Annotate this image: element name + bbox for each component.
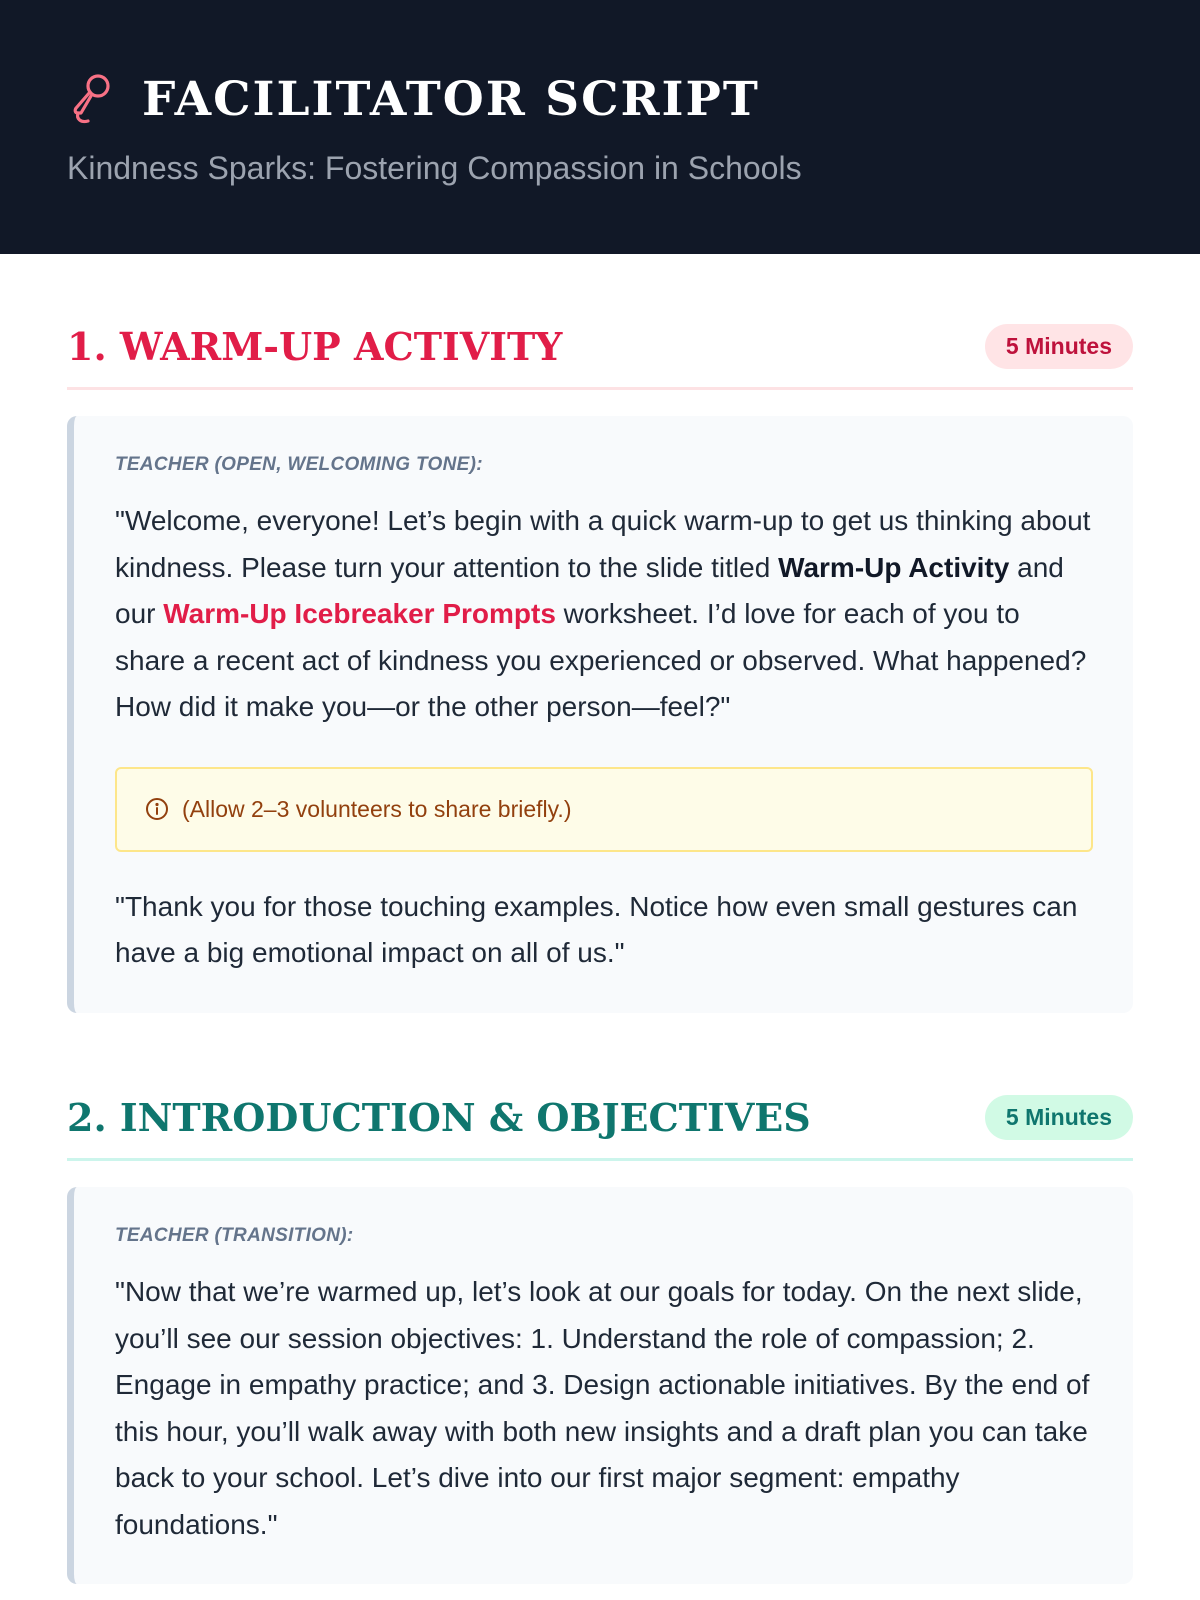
note-text: (Allow 2–3 volunteers to share briefly.) <box>182 795 572 822</box>
duration-badge: 5 Minutes <box>985 1095 1133 1140</box>
microphone-icon <box>67 71 115 127</box>
header <box>0 0 1200 254</box>
section-header <box>67 1095 1133 1161</box>
speaker-label: TEACHER (TRANSITION): <box>115 1225 354 1247</box>
info-circle-icon <box>144 796 170 822</box>
duration-badge: 5 Minutes <box>985 324 1133 369</box>
header-title-row <box>67 64 1133 134</box>
facilitator-note <box>115 767 1093 852</box>
speech-part: "Welcome, everyone! Let’s begin with a quick warm-up to get us thinking about kindness. Please turn your attention to the slide titled <box>115 505 1091 583</box>
speech-text: "Now that we’re warmed up, let’s look at our goals for today. On the next slide, you’ll see our session objectives: 1. Understand the role of compassion; 2. Engage in empathy practice; and 3. Design actionable initiatives. By the end of this hour, you’ll walk away with both new insights and a draft plan you can take back to your school. Let’s dive into our first major segment: empathy foundations." <box>115 1276 1090 1540</box>
script-card <box>67 416 1133 1013</box>
slide-title-reference: Warm-Up Activity <box>778 551 1010 583</box>
section-header <box>67 324 1133 390</box>
speech-part: and our <box>115 551 1064 630</box>
page-subtitle: Kindness Sparks: Fostering Compassion in Schools <box>67 150 802 186</box>
speech-part: worksheet. I’d love for each of you to share a recent act of kindness you experienced or observed. What happened? How did it make you—or the other person—feel?" <box>115 598 1087 723</box>
speech-followup-text: "Thank you for those touching examples. Notice how even small gestures can have a big emotional impact on all of us." <box>115 890 1078 969</box>
section-title: 1. WARM-UP ACTIVITY <box>67 323 563 369</box>
speaker-label: TEACHER (OPEN, WELCOMING TONE): <box>115 454 483 476</box>
script-card <box>67 1187 1133 1584</box>
script-content <box>0 254 1200 1584</box>
section-title: 2. INTRODUCTION & OBJECTIVES <box>67 1094 811 1140</box>
section-introduction-objectives <box>67 1095 1133 1584</box>
speech-text <box>115 498 1093 731</box>
worksheet-link[interactable]: Warm-Up Icebreaker Prompts <box>163 598 556 630</box>
section-warm-up <box>67 324 1133 1013</box>
page-title: FACILITATOR SCRIPT <box>142 71 760 127</box>
